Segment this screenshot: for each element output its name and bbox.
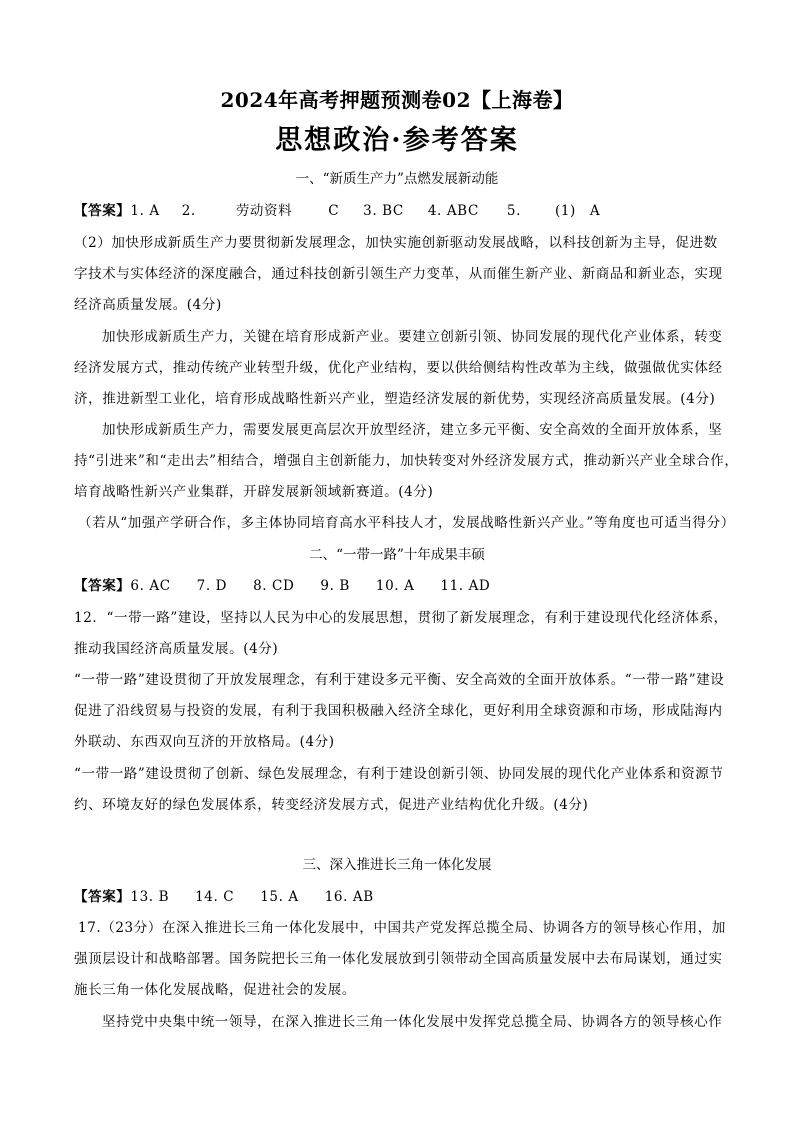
section-1-heading: 一、“新质生产力”点燃发展新动能 <box>295 171 499 187</box>
answer-label: 【答案】 <box>74 578 131 594</box>
text-line: 17.（23分）在深入推进长三角一体化发展中，中国共产党发挥总揽全局、协调各方的领导核心作用，加 <box>78 920 726 936</box>
text-line: （若从“加强产学研合作，多主体协同培育高水平科技人才，发展战略性新兴产业。”等角度也可适当得分） <box>78 515 735 531</box>
answer-item: 1. A <box>130 203 160 219</box>
text-line: 强顶层设计和战略部署。国务院把长三角一体化发展放到引领带动全国高质量发展中去布局谋划，通过实 <box>74 951 723 967</box>
answer-item: C <box>328 203 340 219</box>
answer-label: 【答案】 <box>74 889 131 905</box>
answer-item: A <box>589 203 601 219</box>
answer-item: 6. AC <box>130 578 171 594</box>
text-line: 12．“一带一路”建设，坚持以人民为中心的发展思想，贯彻了新发展理念，有利于建设现代化经济体系， <box>74 610 728 626</box>
text-line: 推动我国经济高质量发展。(4分) <box>74 641 279 657</box>
section-2-heading: 二、“一带一路”十年成果丰硕 <box>309 547 485 563</box>
section-1-answers <box>74 199 734 219</box>
text-line: 约、环境友好的绿色发展体系，转变经济发展方式，促进产业结构优化升级。(4分) <box>74 797 589 813</box>
text-line: 经济高质量发展。(4分) <box>74 297 222 313</box>
answer-item: 3. BC <box>363 203 404 219</box>
text-line: 加快形成新质生产力，需要发展更高层次开放型经济，建立多元平衡、安全高效的全面开放体系，坚 <box>102 422 723 438</box>
answer-item: 13. B <box>130 889 170 905</box>
text-line: 促进了沿线贸易与投资的发展，有利于我国积极融入经济全球化，更好利用全球资源和市场，形成陆海内 <box>74 703 723 719</box>
answer-key-title: 思想政治·参考答案 <box>275 125 519 156</box>
text-line: 坚持党中央集中统一领导，在深入推进长三角一体化发展中发挥党总揽全局、协调各方的领导核心作 <box>102 1014 723 1030</box>
text-line: “一带一路”建设贯彻了开放发展理念，有利于建设多元平衡、安全高效的全面开放体系。“一带一路”建设 <box>74 672 725 688</box>
section-2-answers <box>74 574 734 594</box>
answer-item: 劳动资料 <box>235 203 293 219</box>
answer-item: 10. A <box>375 578 415 594</box>
answer-item: 2. <box>181 203 196 219</box>
answer-item: 15. A <box>260 889 299 905</box>
answer-item: (1) <box>554 203 576 219</box>
answer-item: 5. <box>506 203 521 219</box>
section-3-answers <box>74 885 734 905</box>
answer-item: 9. B <box>320 578 350 594</box>
answer-item: 14. C <box>195 889 235 905</box>
text-line: “一带一路”建设贯彻了创新、绿色发展理念，有利于建设创新引领、协同发展的现代化产业体系和资源节 <box>74 766 724 782</box>
text-line: 字技术与实体经济的深度融合，通过科技创新引领生产力变革，从而催生新产业、新商品和新业态，实现 <box>74 266 723 282</box>
answer-item: 11. AD <box>440 578 491 594</box>
text-line: 济，推进新型工业化，培育形成战略性新兴产业，塑造经济发展的新优势，实现经济高质量发展。(4分) <box>74 391 716 407</box>
answer-item: 8. CD <box>253 578 295 594</box>
answer-label: 【答案】 <box>74 203 131 219</box>
text-line: 外联动、东西双向互济的开放格局。(4分) <box>74 734 335 750</box>
text-line: （2）加快形成新质生产力要贯彻新发展理念，加快实施创新驱动发展战略，以科技创新为主导，促进数 <box>74 235 718 251</box>
answer-item: 7. D <box>196 578 228 594</box>
answer-item: 16. AB <box>324 889 374 905</box>
text-line: 加快形成新质生产力，关键在培育形成新产业。要建立创新引领、协同发展的现代化产业体系，转变 <box>102 329 723 345</box>
text-line: 培育战略性新兴产业集群，开辟发展新领域新赛道。(4分) <box>74 484 434 500</box>
answer-item: 4. ABC <box>427 203 479 219</box>
exam-title: 2024年高考押题预测卷02【上海卷】 <box>220 88 574 112</box>
text-line: 经济发展方式，推动传统产业转型升级，优化产业结构，要以供给侧结构性改革为主线，做强做优实体经 <box>74 360 723 376</box>
section-3-heading: 三、深入推进长三角一体化发展 <box>302 857 492 873</box>
text-line: 施长三角一体化发展战略，促进社会的发展。 <box>74 982 356 998</box>
text-line: 持“引进来”和“走出去”相结合，增强自主创新能力，加快转变对外经济发展方式，推动新兴产业全球合作， <box>74 453 739 469</box>
